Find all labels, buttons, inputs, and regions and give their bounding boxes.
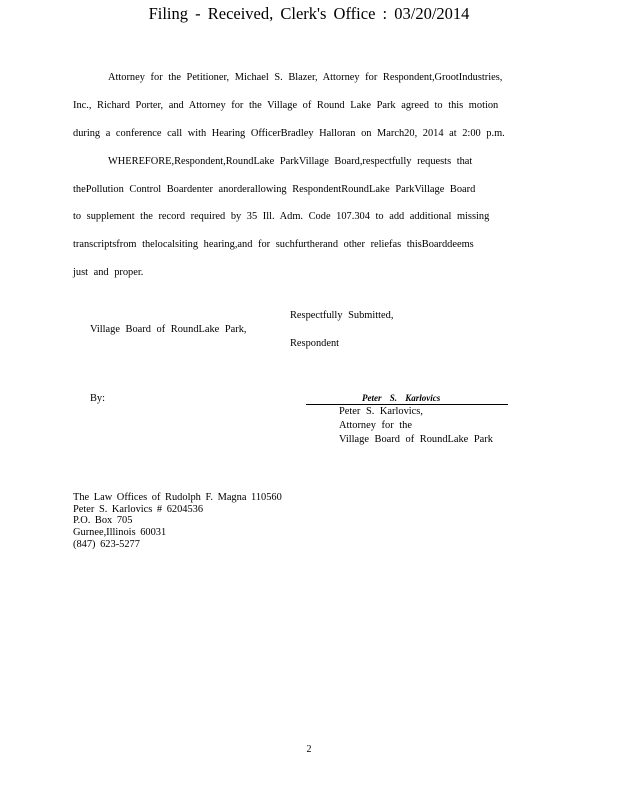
address-line-phone: (847) 623-5277 — [73, 538, 140, 550]
signature-line — [306, 404, 508, 405]
address-line-firm: The Law Offices of Rudolph F. Magna 110560 — [73, 492, 282, 503]
address-line-attorney: Peter S. Karlovics # 6204536 — [73, 503, 204, 515]
address-block — [73, 492, 282, 551]
address-line-po-box: P.O. Box 705 — [73, 515, 133, 527]
party-name: Village Board of RoundLake Park, — [90, 324, 247, 335]
address-line-city: Gurnee,Illinois 60031 — [73, 527, 167, 539]
page-number: 2 — [306, 744, 312, 755]
paragraph-2-line-5: just and proper. — [73, 267, 144, 278]
signer-organization: Village Board of RoundLake Park — [339, 434, 493, 445]
party-role: Respondent — [290, 338, 340, 349]
by-label: By: — [90, 393, 106, 404]
filing-stamp: Filing - Received, Clerk's Office : 03/20/2014 — [148, 4, 470, 23]
signer-title: Attorney for the — [339, 420, 412, 431]
paragraph-2-line-3: to supplement the record required by 35 Ill. Adm. Code 107.304 to add additional missing — [73, 211, 490, 222]
paragraph-2-line-2: thePollution Control Boardenter anorderallowing RespondentRoundLake ParkVillage Board — [73, 184, 476, 195]
signature-handwritten: Peter S. Karlovics — [362, 393, 441, 403]
paragraph-2-line-4: transcriptsfrom thelocalsiting hearing,and for suchfurtherand other reliefas thisBoarddeems — [73, 239, 474, 250]
paragraph-1-line-3: during a conference call with Hearing OfficerBradley Halloran on March20, 2014 at 2:00 p.m. — [73, 128, 505, 139]
paragraph-1-line-2: Inc., Richard Porter, and Attorney for the Village of Round Lake Park agreed to this motion — [73, 100, 499, 111]
signer-name: Peter S. Karlovics, — [339, 406, 423, 417]
paragraph-1-line-1: Attorney for the Petitioner, Michael S. Blazer, Attorney for Respondent,GrootIndustries, — [108, 72, 503, 83]
paragraph-2-line-1: WHEREFORE,Respondent,RoundLake ParkVillage Board,respectfully requests that — [108, 156, 473, 167]
respectfully-submitted: Respectfully Submitted, — [290, 310, 394, 321]
